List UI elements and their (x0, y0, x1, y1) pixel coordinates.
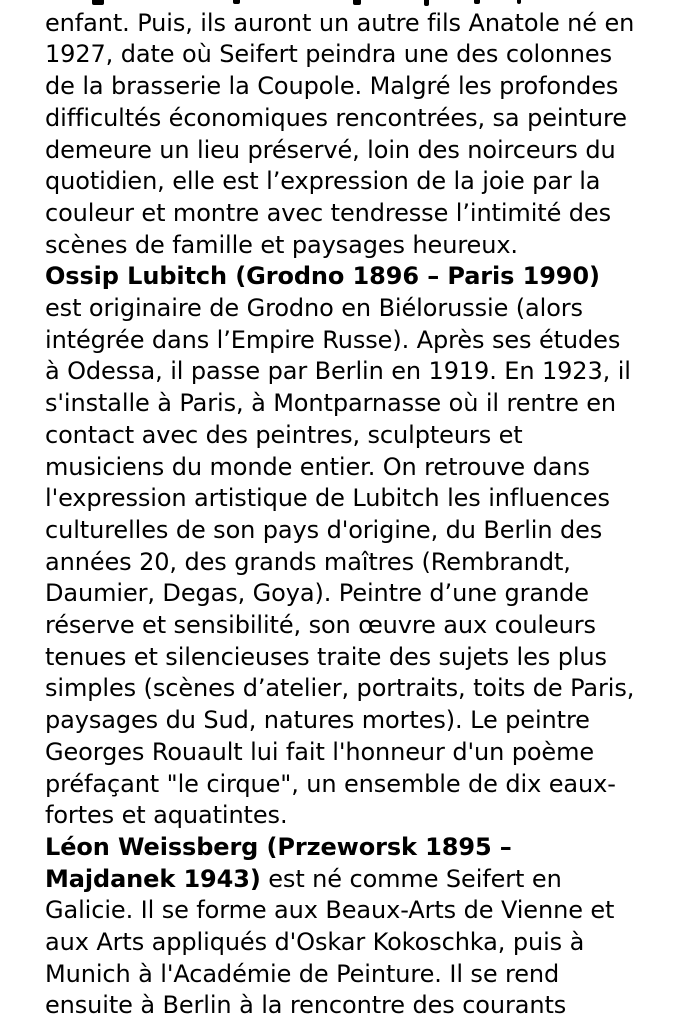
text-line (45, 388, 655, 420)
body-text: est originaire de Grodno en Biélorussie (alors (45, 294, 583, 323)
text-line (45, 895, 655, 927)
text-line (45, 769, 655, 801)
body-text: paysages du Sud, natures mortes). Le peintre (45, 706, 590, 735)
text-line (45, 927, 655, 959)
text-line (45, 261, 655, 293)
body-text: réserve et sensibilité, son œuvre aux couleurs (45, 611, 596, 640)
bold-text: Léon Weissberg (Przeworsk 1895 – (45, 832, 512, 861)
text-line (45, 135, 655, 167)
body-text: couleur et montre avec tendresse l’intimité des (45, 198, 611, 227)
text-line (45, 864, 655, 896)
text-line (45, 547, 655, 579)
body-text: contact avec des peintres, sculpteurs et (45, 420, 523, 449)
body-text: l'expression artistique de Lubitch les influences (45, 484, 610, 513)
body-text: Daumier, Degas, Goya). Peintre d’une grande (45, 579, 589, 608)
body-text: tenues et silencieuses traite des sujets les plus (45, 642, 607, 671)
text-line (45, 0, 655, 8)
body-text: à Odessa, il passe par Berlin en 1919. En 1923, il (45, 357, 631, 386)
text-line (45, 832, 655, 864)
text-line (45, 293, 655, 325)
body-text: est né comme Seifert en (260, 864, 562, 893)
body-text: aux Arts appliqués d'Oskar Kokoschka, puis à (45, 928, 585, 957)
text-line (45, 420, 655, 452)
body-text: fortes et aquatintes. (45, 801, 288, 830)
cropped-text-fragment (92, 0, 104, 5)
body-text: demeure un lieu préservé, loin des noirceurs du (45, 135, 616, 164)
text-line (45, 515, 655, 547)
text-line (45, 103, 655, 135)
text-line (45, 452, 655, 484)
bold-text: Majdanek 1943) (45, 864, 261, 893)
body-text: culturelles de son pays d'origine, du Berlin des (45, 515, 603, 544)
text-line (45, 800, 655, 832)
text-line (45, 610, 655, 642)
text-line (45, 230, 655, 262)
document-page (45, 0, 655, 1022)
text-line (45, 198, 655, 230)
text-line (45, 71, 655, 103)
text-line (45, 325, 655, 357)
cropped-text-fragment (353, 0, 361, 5)
text-line (45, 737, 655, 769)
text-line (45, 705, 655, 737)
cropped-text-fragment (474, 0, 480, 4)
body-text: de la brasserie la Coupole. Malgré les profondes (45, 72, 619, 101)
body-text: années 20, des grands maîtres (Rembrandt, (45, 547, 571, 576)
text-line (45, 642, 655, 674)
body-text: 1927, date où Seifert peindra une des colonnes (45, 40, 612, 69)
text-line (45, 8, 655, 40)
body-text: Georges Rouault lui fait l'honneur d'un poème (45, 737, 595, 766)
bold-text: Ossip Lubitch (Grodno 1896 – Paris 1990) (45, 262, 600, 291)
body-text: enfant. Puis, ils auront un autre fils Anatole né en (45, 8, 635, 37)
body-text: s'installe à Paris, à Montparnasse où il rentre en (45, 389, 617, 418)
body-text: quotidien, elle est l’expression de la joie par la (45, 167, 601, 196)
text-line (45, 578, 655, 610)
body-text: ensuite à Berlin à la rencontre des courants (45, 991, 567, 1020)
body-text: musiciens du monde entier. On retrouve dans (45, 452, 590, 481)
cropped-text-fragment (424, 0, 429, 6)
text-line (45, 673, 655, 705)
text-line (45, 959, 655, 991)
text-line (45, 39, 655, 71)
text-line (45, 990, 655, 1022)
body-text: Galicie. Il se forme aux Beaux-Arts de Vienne et (45, 896, 615, 925)
text-line (45, 483, 655, 515)
text-line (45, 356, 655, 388)
body-text: préfaçant "le cirque", un ensemble de dix eaux- (45, 769, 616, 798)
body-text: difficultés économiques rencontrées, sa peinture (45, 103, 627, 132)
text-line (45, 166, 655, 198)
body-text: Munich à l'Académie de Peinture. Il se rend (45, 959, 560, 988)
cropped-text-fragment (517, 0, 521, 4)
cropped-text-fragment (233, 0, 240, 4)
body-text: simples (scènes d’atelier, portraits, toits de Paris, (45, 674, 635, 703)
body-text: scènes de famille et paysages heureux. (45, 230, 518, 259)
body-text: intégrée dans l’Empire Russe). Après ses études (45, 325, 621, 354)
